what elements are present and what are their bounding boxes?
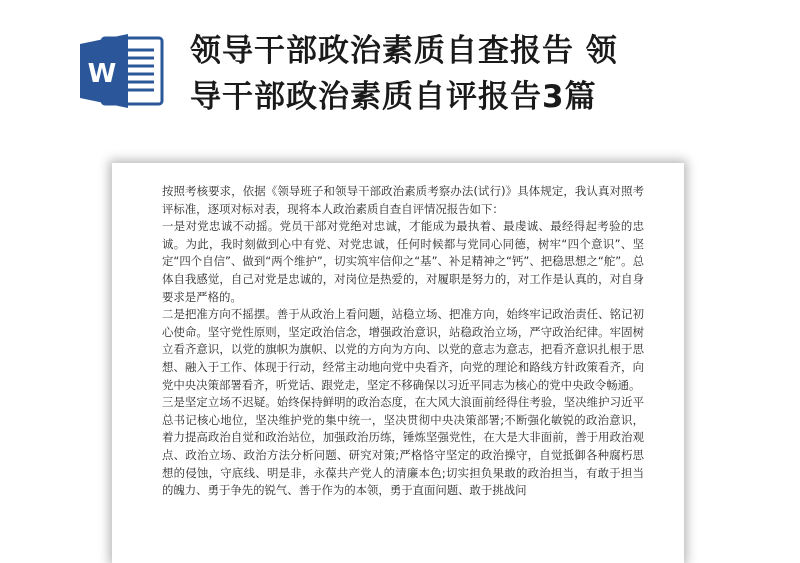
document-body <box>162 183 644 500</box>
page-header <box>0 0 800 150</box>
document-page-preview <box>112 163 684 563</box>
document-paragraph: 三是坚定立场不迟疑。始终保持鲜明的政治态度，在大风大浪面前经得住考验，坚决维护习近平总书记核心地位，坚决维护党的集中统一，坚决贯彻中央决策部署;不断强化敏锐的政治意识，着力提高政治自觉和政治站位，加强政治历练，锤炼坚强党性，在大是大非面前，善于用政治观点、政治立场、政治方法分析问题、研究对策;严格恪守坚定的政治操守，自觉抵御各种腐朽思想的侵蚀，守底线、明是非，永葆共产党人的清廉本色;切实担负果敢的政治担当，有敢于担当的魄力、勇于争先的锐气、善于作为的本领，勇于直面问题、敢于挑战问 <box>162 395 644 498</box>
document-paragraph: 一是对党忠诚不动摇。党员干部对党绝对忠诚，才能成为最执着、最虔诚、最经得起考验的忠诚。为此，我时刻做到心中有党、对党忠诚，任何时候都与党同心同德，树牢“四个意识”、坚定“四个自信”、做到“两个维护”，切实筑牢信仰之“基”、补足精神之“钙”、把稳思想之“舵”。总体自我感觉，自己对党是忠诚的，对岗位是热爱的，对履职是努力的，对工作是认真的，对自身要求是严格的。 <box>162 219 644 304</box>
document-paragraph: 二是把准方向不摇摆。善于从政治上看问题，站稳立场、把准方向，始终牢记政治责任、铭记初心使命。坚守党性原则，坚定政治信念，增强政治意识，站稳政治立场，严守政治纪律。牢固树立看齐意识，以党的旗帜为旗帜、以党的方向为方向、以党的意志为意志，把看齐意识扎根于思想、融入于工作、体现于行动，经常主动地向党中央看齐，向党的理论和路线方针政策看齐，向党中央决策部署看齐，听党话、跟党走，坚定不移确保以习近平同志为核心的党中央政令畅通。 <box>162 307 644 392</box>
word-doc-icon <box>78 30 164 110</box>
page-title-line-2: 导干部政治素质自评报告3篇 <box>190 79 597 115</box>
word-icon-letter: W <box>87 59 117 89</box>
document-paragraph: 按照考核要求，依据《领导班子和领导干部政治素质考察办法(试行)》具体规定，我认真对照考评标准，逐项对标对表，现将本人政治素质自查自评情况报告如下： <box>162 184 644 216</box>
page-title-line-1: 领导干部政治素质自查报告 领 <box>190 33 618 69</box>
page-title <box>190 28 790 120</box>
